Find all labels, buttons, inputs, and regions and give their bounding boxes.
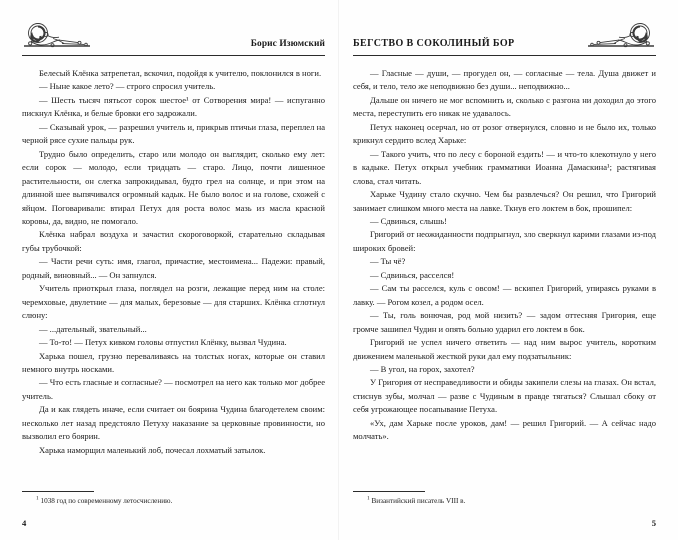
paragraph: «Ух, дам Харьке после уроков, дам! — решил Григорий. — А сейчас надо молчать». [353, 417, 656, 442]
footnote-text: 1038 год по современному летосчислению. [40, 497, 173, 505]
paragraph: — Части речи суть: имя, глагол, причастие, местоимена... Падежи: правый, родный, виновный... — Он запнулся. [22, 256, 325, 280]
footnote [22, 496, 325, 506]
footnote-text: Византийский писатель VIII в. [371, 497, 466, 505]
left-running-head [22, 18, 325, 52]
paragraph: Трудно было определить, старо или молодо он выглядит, сколько ему лет: если сорок — молодо, если тридцать — старо. Лицо, почти лишенное растительности, он слегка запрокидывал, будто грел на солнце, и при этом на длинной шее выпячивался огромный кадык. Не было волос и на голове, схожей с яйцом. Поговаривали: втирал Петух для роста волос мазь из масла красной коровы, да, видно, не помогало. [22, 148, 325, 226]
paragraph: Учитель приоткрыл глаза, поглядел на розги, лежащие перед ним на столе: черемховые, двулетние — для малых, березовые — для старших. Клёнка сглотнул слюну: [22, 283, 325, 321]
paragraph: — Сам ты расселся, куль с овсом! — вскипел Григорий, упираясь руками в лавку. — Рогом козел, а родом осел. [353, 283, 656, 307]
right-page [339, 0, 678, 540]
paragraph: — Такого учить, что по лесу с бороной ездить! — и что-то клекотнуло у него в кадыке. Петух открыл учебник грамматики Иоанна Дамаскина¹; растягивая слова, стал читать. [353, 148, 656, 186]
footnote-separator [353, 491, 425, 492]
right-page-body [353, 67, 656, 487]
paragraph: — Ты, голь вонючая, род мой низить? — задом оттесняя Григория, еще громче зашипел Чудин и опять больно ударил его локтем в бок. [353, 310, 656, 334]
book-title: БЕГСТВО В СОКОЛИНЫЙ БОР [353, 38, 515, 49]
paragraph: Петух наконец осерчал, но от розог отвернулся, словно и не было их, только крикнул сердито вслед Харьке: [353, 121, 656, 146]
paragraph: Клёнка набрал воздуха и зачастил скороговоркой, старательно складывая губы трубочкой: [22, 229, 325, 253]
paragraph: — Ныне какое лето? — строго спросил учитель. [39, 81, 216, 92]
paragraph: Харька пошел, грузно переваливаясь на толстых ногах, которые он ставил немного внутрь носками. [22, 350, 325, 374]
footnote-marker: 1 [36, 495, 39, 502]
footnote-marker: 1 [367, 495, 370, 502]
paragraph: Харьке Чудину стало скучно. Чем бы развлечься? Он решил, что Григорий занимает слишком много места на лавке. Ткнув его локтем в бок, прошипел: [353, 189, 656, 213]
author-name: Борис Изюмский [250, 38, 325, 49]
paragraph: Григорий от неожиданности подпрыгнул, зло сверкнул карими глазами из-под широких бровей: [353, 229, 656, 253]
paragraph: Григорий не успел ничего ответить — над ним вырос учитель, коротким движением маленькой жесткой руки дал ему подзатыльник: [353, 337, 656, 361]
paragraph: — Гласные — души, — прогудел он, — согласные — тела. Душа движет и себя, и тело, тело же неподвижно без души... неподвижно... [353, 68, 656, 92]
paragraph: — Шесть тысяч пятьсот сорок шестое¹ от Сотворения мира! — испуганно пискнул Клёнка, и белые бровки его задрожали. [22, 94, 325, 119]
paragraph: — То-то! — Петух кивком головы отпустил Клёнку, вызвал Чудина. [39, 337, 287, 348]
scroll-flourish-ornament [584, 22, 656, 52]
left-header-rule [22, 55, 325, 56]
scroll-flourish-ornament [22, 22, 94, 52]
footnote-separator [22, 491, 94, 492]
paragraph: — Сдвинься, слышь! [370, 215, 447, 226]
right-running-head [353, 18, 656, 52]
paragraph: — ...дательный, звательный... [39, 323, 147, 334]
left-footnote-area [22, 487, 325, 506]
paragraph: Харька наморщил маленький лоб, почесал лохматый затылок. [39, 444, 266, 455]
paragraph: Белесый Клёнка затрепетал, вскочил, подойдя к учителю, поклонился в ноги. [39, 68, 322, 78]
right-header-rule [353, 55, 656, 56]
paragraph: Да и как глядеть иначе, если считает он боярина Чудина благодетелем своим: несколько лет назад предстояло Петуху наказание за церковные провинности, но вызволил его боярин. [22, 404, 325, 442]
page-number: 4 [22, 518, 27, 528]
paragraph: — В угол, на горох, захотел? [370, 363, 475, 374]
right-footnote-area [353, 487, 656, 506]
paragraph: — Ты чё? [370, 256, 406, 267]
paragraph: — Сказывай урок, — разрешил учитель и, прикрыв птичьи глаза, переплел на черной рясе сухие пальцы рук. [22, 121, 325, 146]
paragraph: Дальше он ничего не мог вспомнить и, сколько с разгона ни доходил до этого места, переступить его никак не удавалось. [353, 94, 656, 119]
footnote [353, 496, 656, 506]
paragraph: — Сдвинься, расселся! [370, 269, 455, 280]
page-number: 5 [651, 518, 656, 528]
paragraph: — Что есть гласные и согласные? — посмотрел на него как только мог добрее учитель. [22, 377, 325, 401]
paragraph: У Григория от несправедливости и обиды закипели слезы на глазах. Он встал, стиснув зубы, молчал — разве с Чудиным в правде тягаться? Слышал сбоку от себя угрожающее посапывание Петуха. [353, 377, 656, 415]
left-page-body [22, 67, 325, 487]
